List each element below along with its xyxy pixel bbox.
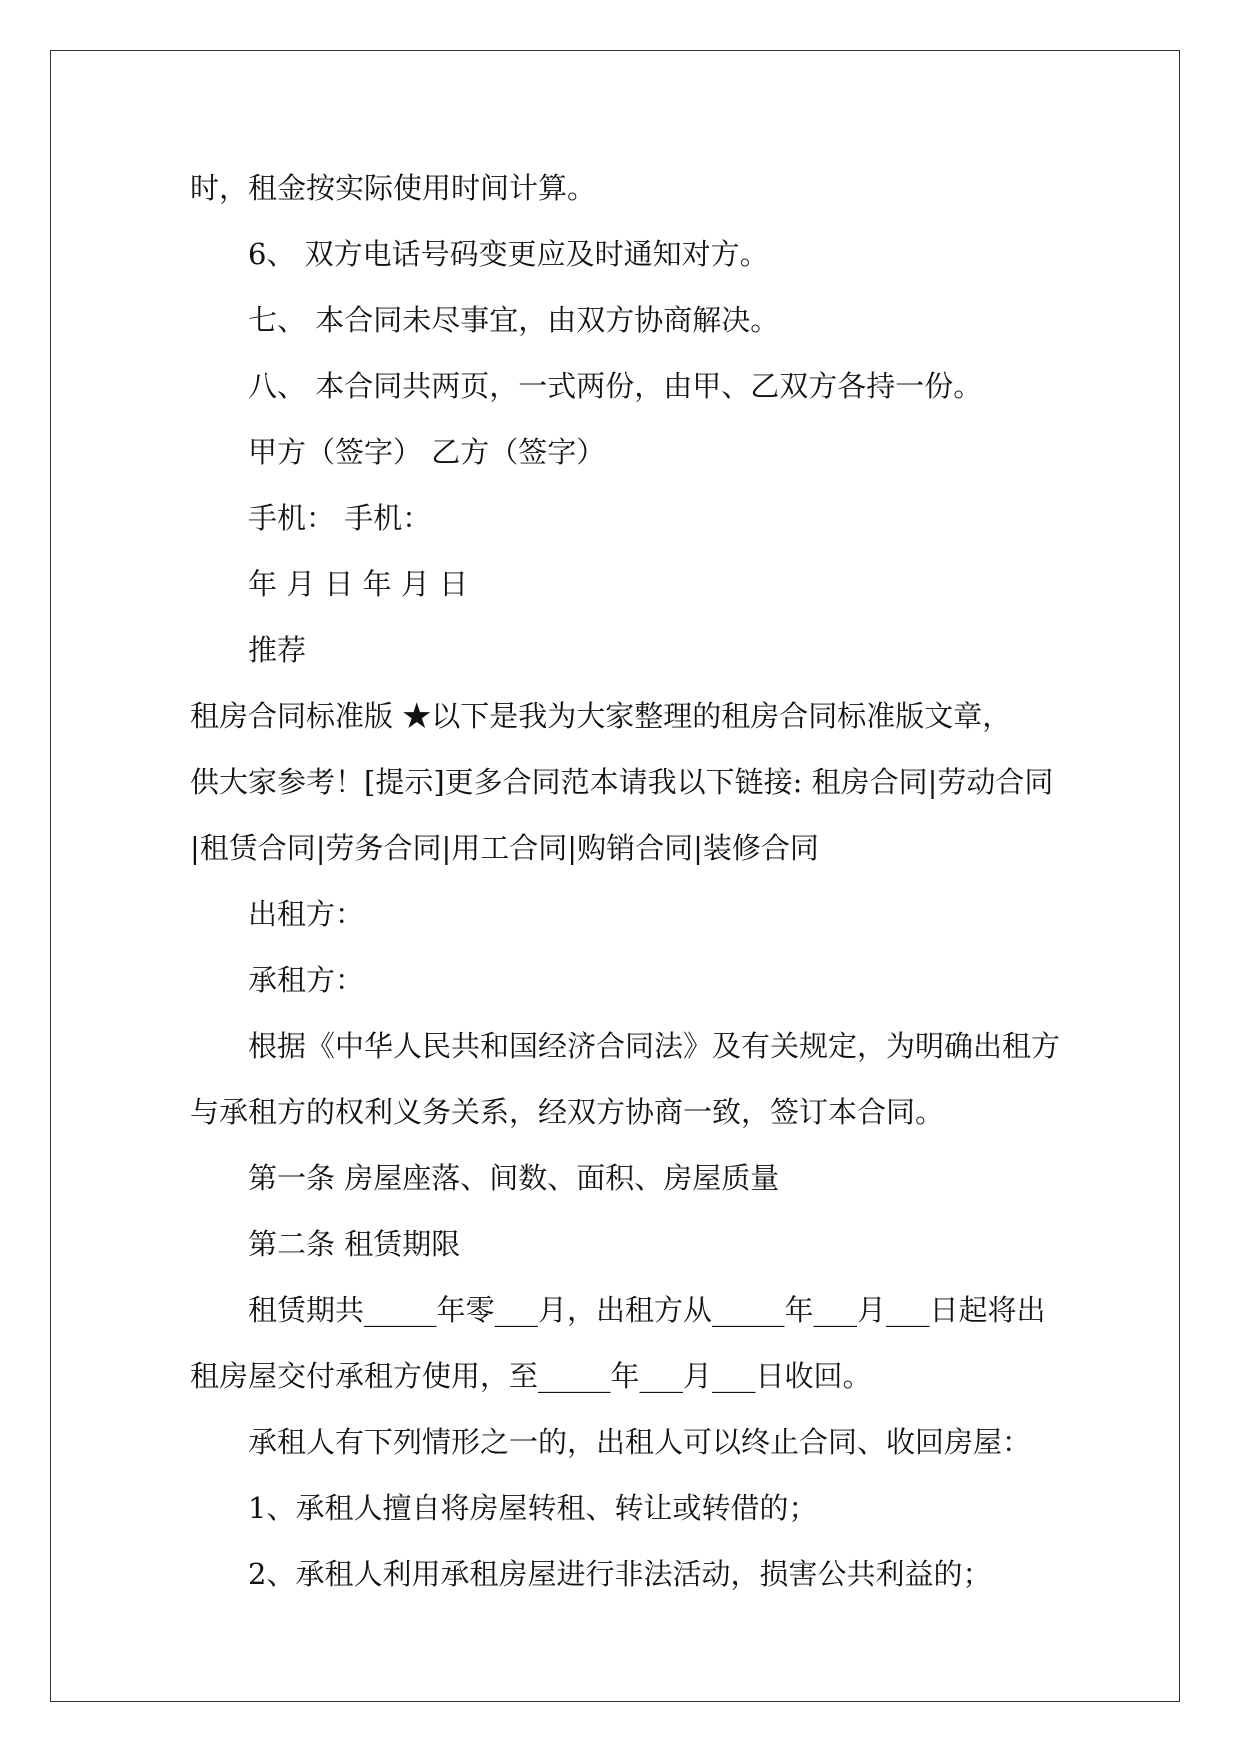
text-line-4: 八、 本合同共两页，一式两份，由甲、乙双方各持一份。 <box>248 369 983 403</box>
text-line-16: 第一条 房屋座落、间数、面积、房屋质量 <box>248 1161 780 1195</box>
text-line-2: 6、 双方电话号码变更应及时通知对方。 <box>248 237 769 271</box>
text-line-7: 年 月 日 年 月 日 <box>248 567 469 601</box>
text-line-11: |租赁合同|劳务合同|用工合同|购销合同|装修合同 <box>190 831 819 865</box>
text-line-5: 甲方（签字） 乙方（签字） <box>248 435 606 469</box>
document-body <box>190 155 1060 1607</box>
text-line-1: 时，租金按实际使用时间计算。 <box>190 171 597 205</box>
text-line-13: 承租方： <box>248 963 365 997</box>
text-line-6: 手机： 手机： <box>248 501 432 535</box>
text-line-21: 1、承租人擅自将房屋转租、转让或转借的； <box>248 1491 818 1525</box>
text-line-20: 承租人有下列情形之一的，出租人可以终止合同、收回房屋： <box>248 1425 1032 1459</box>
text-line-15: 与承租方的权利义务关系，经双方协商一致，签订本合同。 <box>190 1095 945 1129</box>
text-line-22: 2、承租人利用承租房屋进行非法活动，损害公共利益的； <box>248 1557 992 1591</box>
text-line-3: 七、 本合同未尽事宜，由双方协商解决。 <box>248 303 780 337</box>
text-line-10: 供大家参考！[提示]更多合同范本请我以下链接: 租房合同|劳动合同 <box>190 765 1054 799</box>
text-line-19: 租房屋交付承租方使用，至_____年___月___日收回。 <box>190 1359 872 1393</box>
text-line-9: 租房合同标准版 ★以下是我为大家整理的租房合同标准版文章， <box>190 699 1012 733</box>
text-line-14: 根据《中华人民共和国经济合同法》及有关规定，为明确出租方 <box>248 1029 1061 1063</box>
text-line-12: 出租方： <box>248 897 365 931</box>
text-line-8: 推荐 <box>248 633 307 667</box>
text-line-18: 租赁期共_____年零___月，出租方从_____年___月___日起将出 <box>248 1293 1046 1327</box>
text-line-17: 第二条 租赁期限 <box>248 1227 461 1261</box>
